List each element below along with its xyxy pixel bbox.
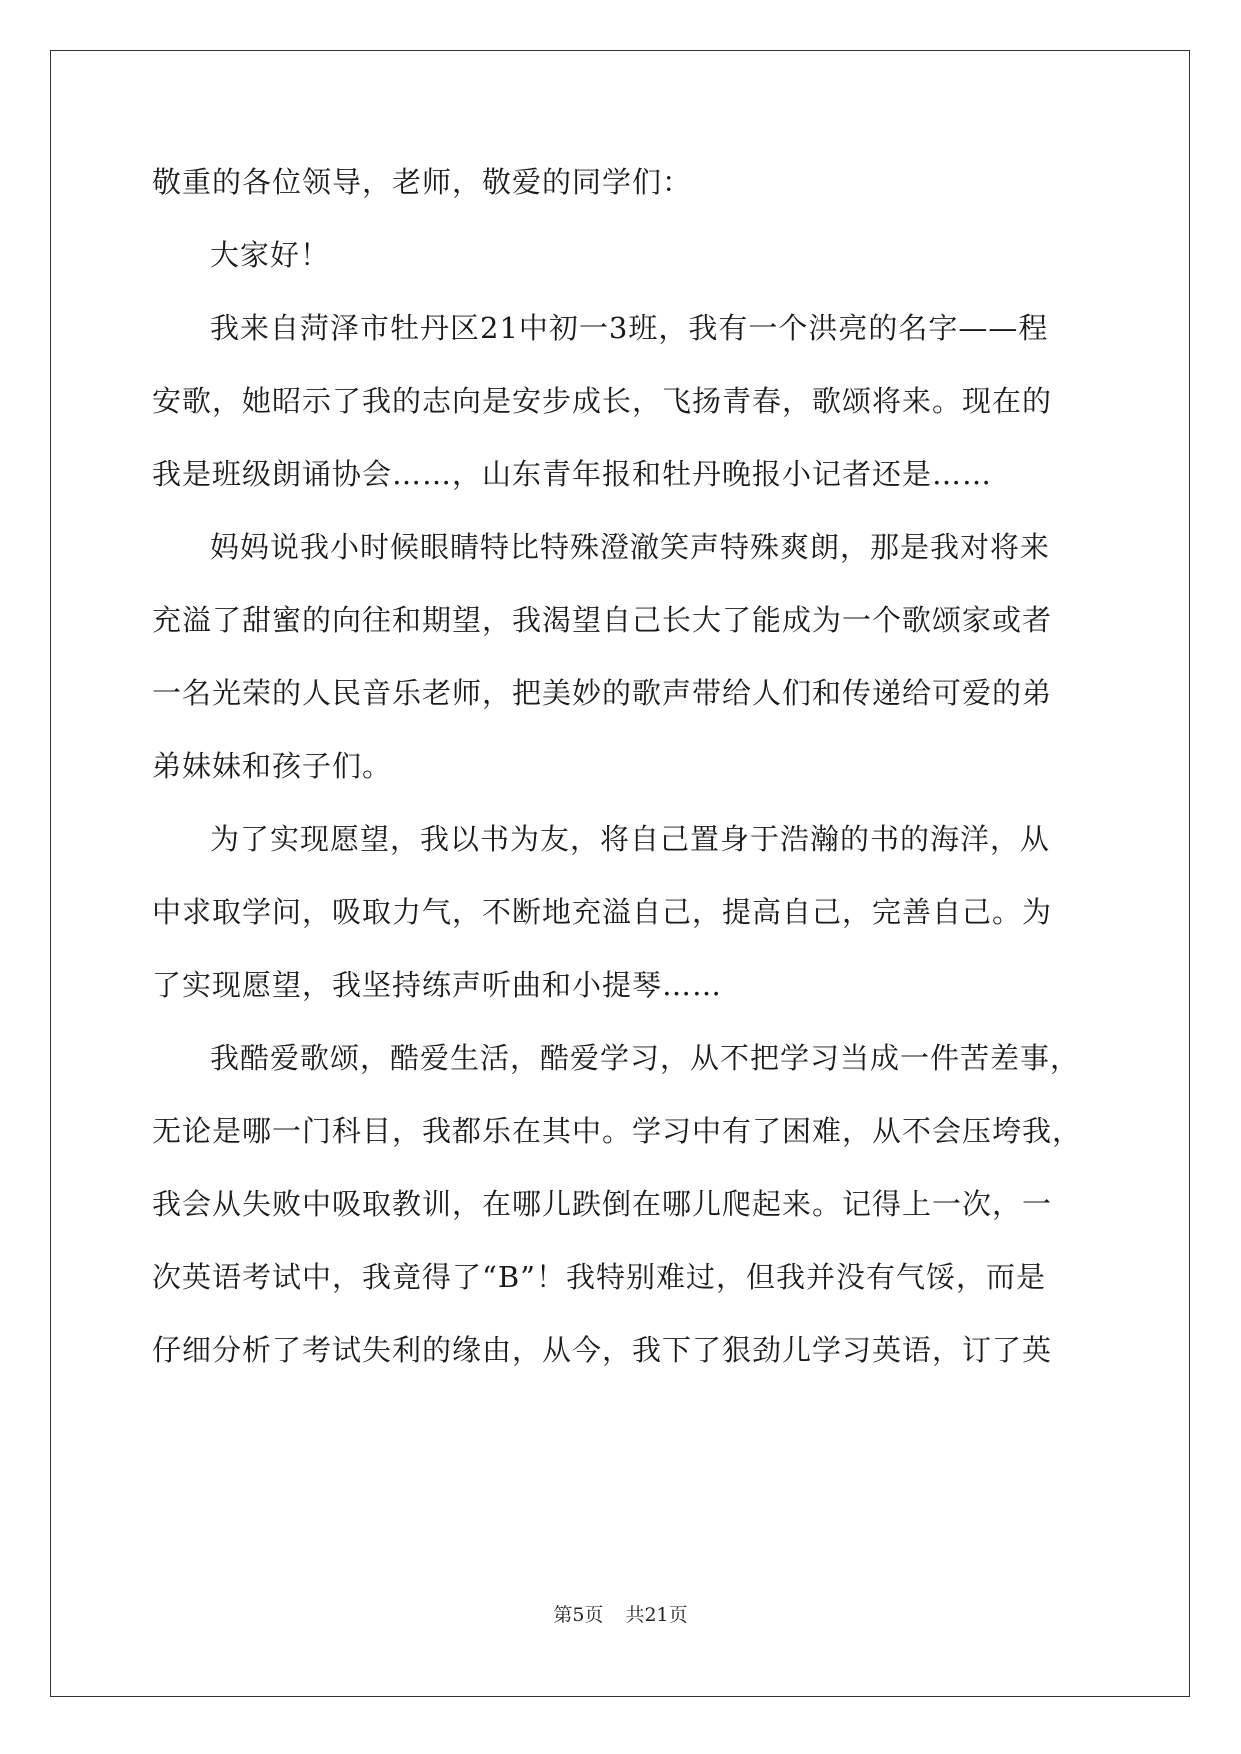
text-line: 敬重的各位领导，老师，敬爱的同学们：	[152, 165, 693, 199]
text-line: 我酷爱歌颂，酷爱生活，酷爱学习，从不把学习当成一件苦差事，	[210, 1041, 1081, 1075]
text-line: 安歌，她昭示了我的志向是安步成长，飞扬青春，歌颂将来。现在的	[152, 384, 1053, 418]
text-line: 妈妈说我小时候眼睛特比特殊澄澈笑声特殊爽朗，那是我对将来	[210, 530, 1051, 564]
text-line: 一名光荣的人民音乐老师，把美妙的歌声带给人们和传递给可爱的弟	[152, 676, 1053, 710]
text-line: 了实现愿望，我坚持练声听曲和小提琴……	[152, 968, 723, 1002]
text-line: 我是班级朗诵协会……，山东青年报和牡丹晚报小记者还是……	[152, 457, 993, 491]
text-line: 仔细分析了考试失利的缘由，从今，我下了狠劲儿学习英语，订了英	[152, 1333, 1053, 1367]
text-line: 弟妹妹和孩子们。	[152, 749, 393, 783]
page-total: 共21页	[625, 1604, 688, 1626]
text-line: 充溢了甜蜜的向往和期望，我渴望自己长大了能成为一个歌颂家或者	[152, 603, 1053, 637]
text-line: 大家好！	[210, 238, 331, 272]
text-line: 中求取学问，吸取力气，不断地充溢自己，提高自己，完善自己。为	[152, 895, 1053, 929]
text-line: 无论是哪一门科目，我都乐在其中。学习中有了困难，从不会压垮我，	[152, 1114, 1083, 1148]
text-line: 我来自菏泽市牡丹区21中初一3班，我有一个洪亮的名字——程	[210, 311, 1049, 345]
text-line: 为了实现愿望，我以书为友，将自己置身于浩瀚的书的海洋，从	[210, 822, 1051, 856]
page-footer	[0, 1600, 1241, 1627]
text-line: 次英语考试中，我竟得了“B”！我特别难过，但我并没有气馁，而是	[152, 1260, 1046, 1294]
page-number: 第5页	[553, 1604, 604, 1626]
text-line: 我会从失败中吸取教训，在哪儿跌倒在哪儿爬起来。记得上一次，一	[152, 1187, 1053, 1221]
page-frame	[50, 50, 1190, 1697]
